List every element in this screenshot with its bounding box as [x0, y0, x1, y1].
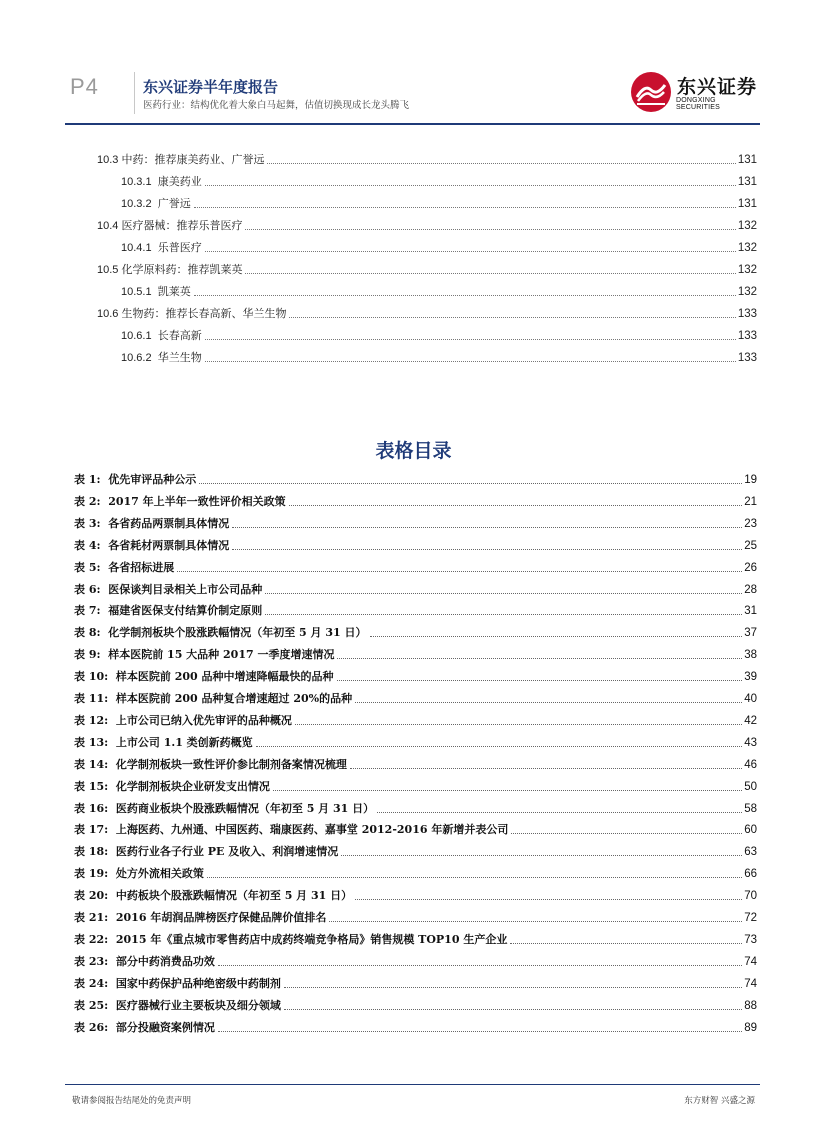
toc-number: 10.3.2: [121, 198, 152, 210]
table-label: 表 17:: [74, 823, 109, 837]
toc-page: 133: [737, 352, 757, 364]
table-index-entry[interactable]: [74, 867, 757, 881]
table-page: 39: [744, 671, 757, 684]
leader-dots: [245, 272, 735, 274]
toc-title: 长春高新: [157, 329, 202, 342]
footer-slogan: 东方财智 兴盛之源: [684, 1096, 755, 1106]
table-page: 46: [744, 758, 757, 771]
table-index-entry[interactable]: [74, 999, 757, 1013]
table-index-entry[interactable]: [74, 823, 757, 837]
table-index-entry[interactable]: [74, 692, 757, 706]
leader-dots: [232, 548, 742, 550]
table-label: 表 3:: [74, 516, 101, 530]
toc-entry[interactable]: [97, 219, 757, 233]
table-title: 样本医院前 200 品种复合增速超过 20%的品种: [115, 692, 353, 705]
leader-dots: [218, 1030, 742, 1032]
table-title: 化学制剂板块一致性评价参比制剂备案情况梳理: [115, 757, 347, 771]
table-label: 表 12:: [74, 713, 109, 727]
table-page: 19: [744, 474, 757, 486]
toc-number: 10.6: [97, 308, 119, 320]
table-index-entry[interactable]: [74, 889, 757, 903]
table-page: 42: [744, 714, 757, 727]
table-title: 样本医院前 15 大品种 2017 一季度增速情况: [108, 648, 335, 662]
table-label: 表 18:: [74, 845, 109, 859]
table-label: 表 25:: [74, 998, 109, 1012]
table-index-entry[interactable]: [74, 1021, 757, 1035]
toc-page: 132: [737, 242, 757, 254]
table-title: 各省招标进展: [108, 560, 175, 574]
table-label: 表 20:: [74, 889, 109, 903]
table-index-entry[interactable]: [74, 758, 757, 772]
toc-entry[interactable]: [97, 153, 757, 167]
table-index-entry[interactable]: [74, 670, 757, 684]
table-title: 国家中药保护品种绝密级中药制剂: [115, 976, 281, 990]
table-label: 表 26:: [74, 1020, 109, 1034]
toc-title: 生物药：推荐长春高新、华兰生物: [121, 307, 287, 320]
table-title: 福建省医保支付结算价制定原则: [108, 604, 263, 618]
table-title: 医药行业各子行业 PE 及收入、利润增速情况: [115, 845, 339, 859]
page-number: P4: [70, 74, 99, 99]
leader-dots: [245, 228, 735, 230]
leader-dots: [350, 767, 742, 769]
footer-rule: [65, 1084, 760, 1085]
leader-dots: [205, 184, 736, 186]
table-index-heading: 表格目录: [375, 440, 452, 462]
toc-title: 乐普医疗: [157, 241, 202, 254]
leader-dots: [329, 920, 742, 922]
table-label: 表 9:: [74, 648, 101, 662]
toc-entry[interactable]: [97, 263, 757, 277]
toc-entry[interactable]: [121, 329, 757, 343]
toc-title: 中药：推荐康美药业、广誉远: [121, 153, 265, 166]
toc-title: 凯莱英: [157, 285, 191, 298]
table-label: 表 22:: [74, 932, 109, 946]
leader-dots: [289, 316, 735, 318]
table-label: 表 14:: [74, 757, 109, 771]
toc-number: 10.6.2: [121, 352, 152, 364]
table-label: 表 5:: [74, 560, 101, 574]
leader-dots: [284, 986, 742, 988]
leader-dots: [256, 745, 743, 747]
toc-page: 131: [737, 198, 757, 210]
table-index-entry[interactable]: [74, 780, 757, 794]
table-page: 38: [744, 649, 757, 662]
toc-title: 康美药业: [157, 175, 202, 188]
toc-number: 10.4: [97, 220, 119, 232]
toc-title: 医疗器械：推荐乐普医疗: [121, 219, 243, 232]
toc-title: 化学原料药：推荐凯莱英: [121, 263, 243, 276]
toc-page: 133: [737, 308, 757, 320]
table-page: 63: [744, 846, 757, 859]
table-page: 74: [744, 955, 757, 968]
table-title: 2015 年《重点城市零售药店中成药终端竞争格局》销售规模 TOP10 生产企业: [115, 932, 508, 946]
table-title: 化学制剂板块企业研发支出情况: [115, 779, 270, 793]
table-page: 28: [744, 583, 757, 596]
leader-dots: [267, 162, 735, 164]
table-page: 66: [744, 868, 757, 881]
table-index-entry[interactable]: [74, 583, 757, 597]
table-label: 表 21:: [74, 911, 109, 924]
toc-number: 10.3.1: [121, 176, 152, 188]
leader-dots: [370, 635, 743, 637]
table-page: 70: [744, 890, 757, 903]
logo-english-name: DONGXING SECURITIES: [676, 97, 721, 111]
table-label: 表 19:: [74, 867, 109, 881]
leader-dots: [511, 832, 742, 834]
toc-entry[interactable]: [121, 351, 757, 365]
table-index-entry[interactable]: [74, 604, 757, 618]
table-label: 表 24:: [74, 976, 109, 990]
toc-page: 131: [737, 154, 757, 166]
table-index-entry[interactable]: [74, 736, 757, 750]
toc-entry[interactable]: [121, 175, 757, 189]
table-index-entry[interactable]: [74, 626, 757, 640]
table-index-entry[interactable]: [74, 933, 757, 947]
table-title: 上市公司已纳入优先审评的品种概况: [115, 713, 292, 727]
table-title: 2017 年上半年一致性评价相关政策: [108, 494, 286, 508]
leader-dots: [341, 854, 742, 856]
toc-page: 131: [737, 176, 757, 188]
table-label: 表 23:: [74, 954, 109, 968]
table-label: 表 11:: [74, 692, 109, 705]
leader-dots: [355, 898, 742, 900]
table-index-entry[interactable]: [74, 845, 757, 859]
table-index-entry[interactable]: [74, 911, 757, 925]
table-label: 表 16:: [74, 801, 109, 815]
table-title: 上市公司 1.1 类创新药概览: [115, 735, 253, 749]
leader-dots: [205, 250, 736, 252]
leader-dots: [205, 360, 736, 362]
table-title: 上海医药、九州通、中国医药、瑞康医药、嘉事堂 2012-2016 年新增并表公司: [115, 823, 509, 837]
toc-page: 132: [737, 286, 757, 298]
header-rule: [65, 123, 760, 125]
table-label: 表 1:: [74, 473, 101, 486]
table-title: 化学制剂板块个股涨跌幅情况（年初至 5 月 31 日）: [108, 626, 367, 640]
table-label: 表 2:: [74, 494, 101, 508]
table-title: 2016 年胡润品牌榜医疗保健品牌价值排名: [115, 911, 327, 924]
leader-dots: [295, 723, 742, 725]
leader-dots: [232, 526, 742, 528]
leader-dots: [273, 789, 742, 791]
toc-number: 10.5: [97, 264, 119, 276]
toc-page: 132: [737, 264, 757, 276]
leader-dots: [218, 964, 742, 966]
table-page: 31: [744, 605, 757, 618]
leader-dots: [289, 504, 743, 506]
header-separator: [134, 72, 135, 114]
toc-entry[interactable]: [121, 197, 757, 211]
toc-number: 10.4.1: [121, 242, 152, 254]
table-label: 表 10:: [74, 670, 109, 684]
leader-dots: [207, 876, 742, 878]
table-index-entry[interactable]: [74, 495, 757, 509]
leader-dots: [194, 206, 736, 208]
table-label: 表 13:: [74, 735, 109, 749]
report-subtitle: 医药行业：结构优化着大象白马起舞，估值切换现成长龙头腾飞: [143, 100, 410, 111]
table-title: 样本医院前 200 品种中增速降幅最快的品种: [115, 670, 334, 684]
toc-title: 华兰生物: [157, 351, 202, 364]
leader-dots: [199, 482, 742, 484]
table-index-entry[interactable]: [74, 714, 757, 728]
table-index-entry[interactable]: [74, 802, 757, 816]
table-page: 26: [744, 561, 757, 574]
leader-dots: [355, 701, 742, 703]
table-index-entry[interactable]: [74, 955, 757, 969]
table-index-entry[interactable]: [74, 561, 757, 575]
table-title: 各省药品两票制具体情况: [108, 516, 230, 530]
leader-dots: [337, 679, 743, 681]
table-title: 处方外流相关政策: [115, 867, 204, 881]
table-title: 部分中药消费品功效: [115, 954, 215, 968]
table-page: 88: [744, 999, 757, 1012]
table-label: 表 6:: [74, 582, 101, 596]
toc-page: 132: [737, 220, 757, 232]
leader-dots: [194, 294, 736, 296]
table-page: 72: [744, 912, 757, 924]
table-index-entry[interactable]: [74, 473, 757, 487]
logo-chinese-name: 东兴证券: [677, 76, 758, 98]
toc-number: 10.5.1: [121, 286, 152, 298]
leader-dots: [265, 613, 742, 615]
table-label: 表 8:: [74, 626, 101, 640]
table-title: 优先审评品种公示: [108, 473, 197, 486]
table-label: 表 4:: [74, 538, 101, 552]
table-label: 表 15:: [74, 779, 109, 793]
toc-number: 10.3: [97, 154, 119, 166]
company-logo: [629, 70, 759, 114]
table-page: 40: [744, 693, 757, 705]
table-page: 37: [744, 627, 757, 640]
leader-dots: [337, 657, 742, 659]
toc-page: 133: [737, 330, 757, 342]
leader-dots: [265, 592, 742, 594]
dongxing-logo-icon: [629, 70, 673, 114]
table-title: 医保谈判目录相关上市公司品种: [108, 582, 263, 596]
table-index-entry[interactable]: [74, 977, 757, 991]
table-page: 89: [744, 1021, 757, 1034]
table-title: 医疗器械行业主要板块及细分领域: [115, 998, 281, 1012]
table-page: 43: [744, 736, 757, 749]
leader-dots: [205, 338, 736, 340]
table-page: 23: [744, 517, 757, 530]
table-index-entry[interactable]: [74, 539, 757, 553]
leader-dots: [377, 811, 742, 813]
toc-entry[interactable]: [121, 241, 757, 255]
toc-entry[interactable]: [97, 307, 757, 321]
leader-dots: [284, 1008, 742, 1010]
table-index-entry[interactable]: [74, 517, 757, 531]
leader-dots: [510, 942, 742, 944]
toc-title: 广誉远: [157, 197, 191, 210]
toc-number: 10.6.1: [121, 330, 152, 342]
table-title: 中药板块个股涨跌幅情况（年初至 5 月 31 日）: [115, 889, 353, 903]
table-title: 医药商业板块个股涨跌幅情况（年初至 5 月 31 日）: [115, 801, 375, 815]
table-page: 60: [744, 824, 757, 837]
table-label: 表 7:: [74, 604, 101, 618]
table-page: 25: [744, 539, 757, 552]
table-page: 58: [744, 802, 757, 815]
table-page: 50: [744, 780, 757, 793]
leader-dots: [177, 570, 742, 572]
footer-disclaimer: 敬请参阅报告结尾处的免责声明: [72, 1096, 192, 1106]
table-title: 部分投融资案例情况: [115, 1020, 215, 1034]
table-page: 21: [744, 495, 757, 508]
table-index-entry[interactable]: [74, 648, 757, 662]
report-title: 东兴证券半年度报告: [143, 78, 279, 96]
table-page: 73: [744, 933, 757, 946]
toc-entry[interactable]: [121, 285, 757, 299]
table-title: 各省耗材两票制具体情况: [108, 538, 230, 552]
table-page: 74: [744, 977, 757, 990]
